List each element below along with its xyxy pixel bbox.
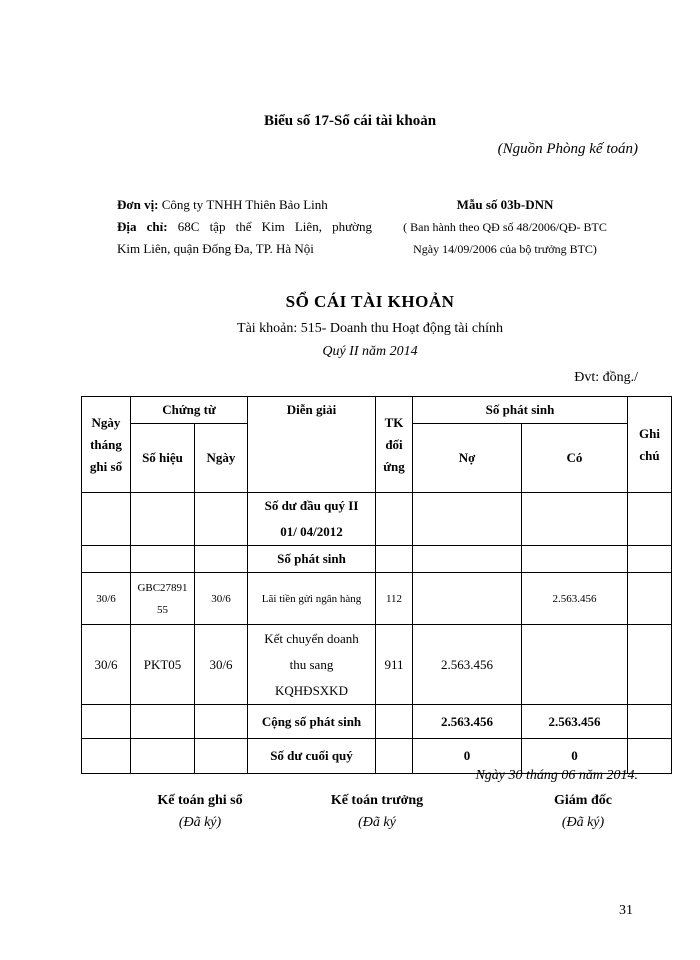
figure-caption: Biểu số 17-Sổ cái tài khoản [263,113,437,129]
header-row-1 [82,397,672,424]
row-account: 112 [376,573,413,625]
unit-block [117,194,372,260]
row-note [628,625,672,705]
total-label: Cộng số phát sinh [248,705,376,739]
header-account: TK đối ứng [376,397,413,493]
table-row [82,573,672,625]
closing-debit: 0 [413,739,522,774]
signature-date: Ngày 30 tháng 06 năm 2014. [475,768,638,783]
account-line: Tài khoản: 515- Doanh thu Hoạt động tài chính [237,321,503,336]
form-issued-2: Ngày 14/09/2006 của bộ trưởng BTC) [413,242,597,256]
table-row [82,625,672,705]
quarter-line: Quý II năm 2014 [322,344,418,359]
unit-line [117,194,372,216]
signature-bookkeeper: Kế toán ghi sổ (Đã ký) [157,793,243,830]
row-voucher-no: PKT05 [131,625,195,705]
row-date: 30/6 [82,625,131,705]
arising-label: Số phát sinh [248,546,376,573]
row-description: Kết chuyển doanh thu sang KQHĐSXKD [248,625,376,705]
signature-director: Giám đốc (Đã ký) [554,793,612,830]
row-date: 30/6 [82,573,131,625]
header-description: Diễn giải [248,397,376,493]
opening-balance-label: Số dư đầu quý II 01/ 04/2012 [248,493,376,546]
form-issued-1: ( Ban hành theo QĐ số 48/2006/QĐ- BTC [403,220,607,234]
header-voucher: Chứng từ [131,397,248,424]
header-arising: Số phát sinh [413,397,628,424]
signature-chief-accountant: Kế toán trưởng (Đã ký [330,793,424,830]
header-credit: Có [522,424,628,493]
header-voucher-no: Số hiệu [131,424,195,493]
header-debit: Nợ [413,424,522,493]
unit-value: Công ty TNHH Thiên Bảo Linh [161,197,328,212]
unit-label: Đơn vị: [117,197,159,212]
header-note: Ghi chú [628,397,672,493]
opening-balance-row [82,493,672,546]
form-code: Mẫu số 03b-DNN [456,197,554,212]
address-value-1: 68C tập thể Kim Liên, phường [177,219,373,234]
closing-label: Số dư cuối quý [248,739,376,774]
row-voucher-date: 30/6 [195,573,248,625]
total-debit: 2.563.456 [413,705,522,739]
row-note [628,573,672,625]
total-row [82,705,672,739]
row-debit [413,573,522,625]
row-voucher-no: GBC27891 55 [131,573,195,625]
currency-unit: Đvt: đồng./ [574,370,638,385]
header-date: Ngày tháng ghi sổ [82,397,131,493]
row-credit [522,625,628,705]
closing-credit: 0 [522,739,628,774]
address-label: Địa chỉ: [117,219,168,234]
address-line [117,216,372,238]
header-voucher-date: Ngày [195,424,248,493]
row-voucher-date: 30/6 [195,625,248,705]
page-number: 31 [619,903,633,918]
ledger-table [81,396,672,774]
row-debit: 2.563.456 [413,625,522,705]
total-credit: 2.563.456 [522,705,628,739]
row-credit: 2.563.456 [522,573,628,625]
row-account: 911 [376,625,413,705]
row-description: Lãi tiền gửi ngân hàng [248,573,376,625]
ledger-title: SỔ CÁI TÀI KHOẢN [285,292,455,311]
form-block [385,194,625,260]
address-value-2: Kim Liên, quận Đống Đa, TP. Hà Nội [117,241,314,256]
arising-label-row [82,546,672,573]
source-note: (Nguồn Phòng kế toán) [497,141,638,157]
